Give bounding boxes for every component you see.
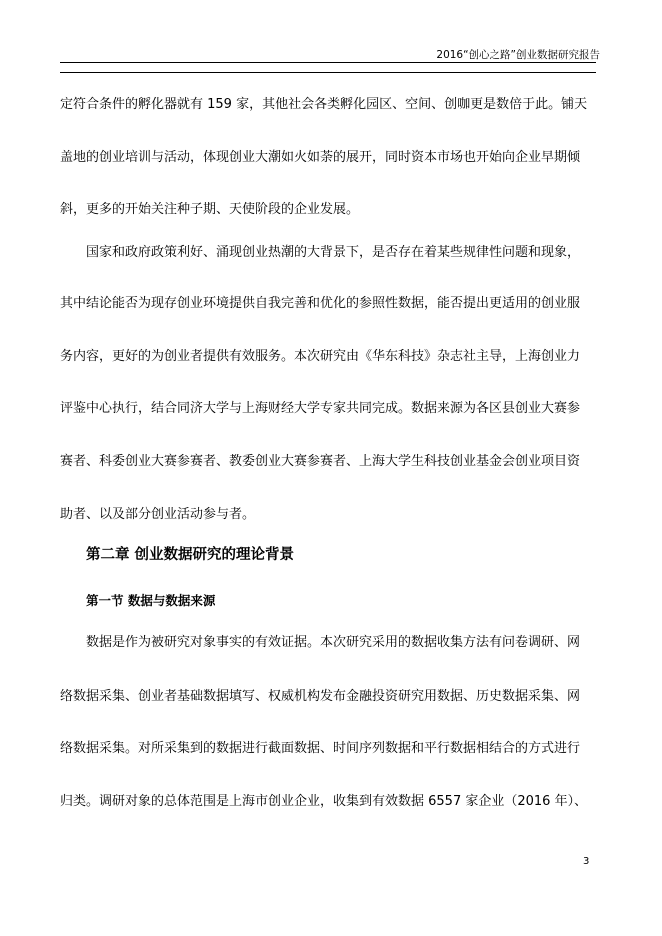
paragraph-2-line-4: 评鉴中心执行，结合同济大学与上海财经大学专家共同完成。数据来源为各区县创业大赛参	[60, 401, 581, 416]
paragraph-1-line-1: 定符合条件的孵化器就有 159 家，其他社会各类孵化园区、空间、创咖更是数倍于此。铺天	[60, 97, 588, 112]
paragraph-2-line-1: 国家和政府政策利好、涌现创业热潮的大背景下，是否存在着某些规律性问题和现象，	[86, 245, 581, 260]
page-number: 3	[583, 856, 590, 867]
paragraph-1-line-3: 斜，更多的开始关注种子期、天使阶段的企业发展。	[60, 202, 360, 217]
paragraph-3-line-2: 络数据采集、创业者基础数据填写、权威机构发布金融投资研究用数据、历史数据采集、网	[60, 689, 581, 704]
paragraph-2-line-6: 助者、以及部分创业活动参与者。	[60, 507, 256, 522]
paragraph-2-line-2: 其中结论能否为现存创业环境提供自我完善和优化的参照性数据，能否提出更适用的创业服	[60, 296, 581, 311]
paragraph-1-line-2: 盖地的创业培训与活动，体现创业大潮如火如荼的展开，同时资本市场也开始向企业早期倾	[60, 150, 581, 165]
chapter-heading: 第二章 创业数据研究的理论背景	[86, 547, 295, 563]
paragraph-3-line-4: 归类。调研对象的总体范围是上海市创业企业，收集到有效数据 6557 家企业（2016 年）、	[60, 794, 588, 809]
paragraph-3-line-1: 数据是作为被研究对象事实的有效证据。本次研究采用的数据收集方法有问卷调研、网	[86, 635, 581, 650]
section-heading: 第一节 数据与数据来源	[86, 593, 216, 608]
running-header-title: 2016“创心之路”创业数据研究报告	[436, 49, 600, 61]
paragraph-3-line-3: 络数据采集。对所采集到的数据进行截面数据、时间序列数据和平行数据相结合的方式进行	[60, 741, 581, 756]
paragraph-2-line-5: 赛者、科委创业大赛参赛者、教委创业大赛参赛者、上海大学生科技创业基金会创业项目资	[60, 454, 581, 469]
header-rule-top	[60, 62, 596, 63]
header-rule-bottom	[60, 72, 596, 73]
paragraph-2-line-3: 务内容，更好的为创业者提供有效服务。本次研究由《华东科技》杂志社主导，上海创业力	[60, 349, 581, 364]
